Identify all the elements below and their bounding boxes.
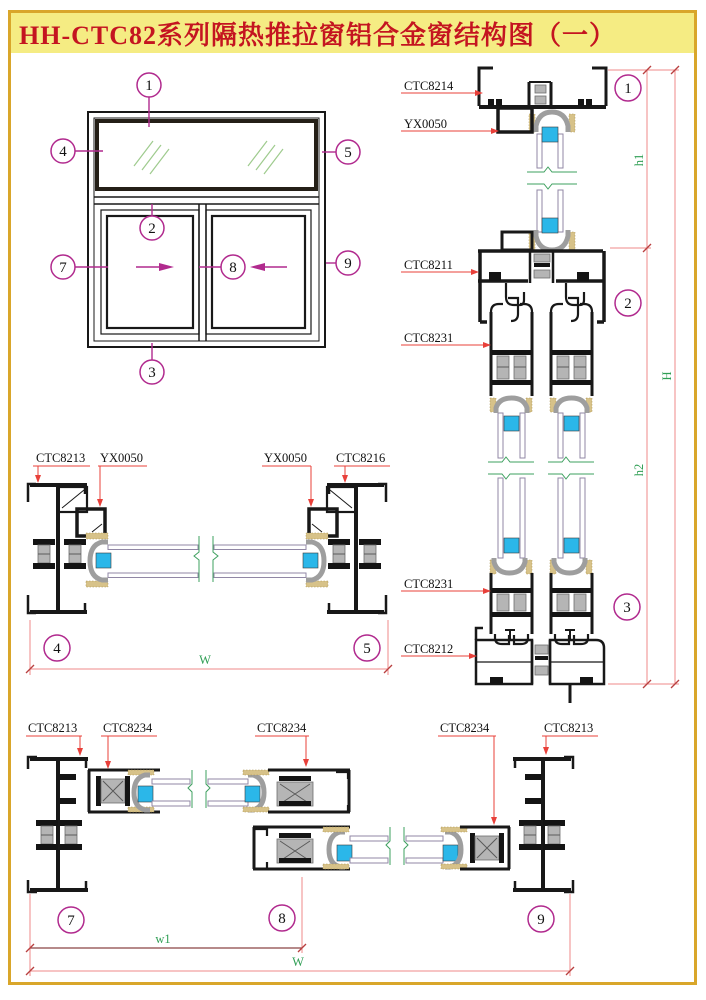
transom-profile [478,251,604,322]
marker-elevation-9 [336,251,360,275]
sash1-section [88,770,350,812]
vertical-dimensions [608,66,679,688]
svg-text:2: 2 [148,221,156,237]
svg-text:5: 5 [344,145,352,161]
marker-elevation-2 [140,216,164,240]
svg-text:7: 7 [67,913,75,929]
marker-elevation-7 [51,255,75,279]
svg-text:1: 1 [145,78,153,94]
dim-label-h1: h1 [632,153,646,167]
svg-text:2: 2 [624,296,632,312]
bottom-horizontal-section-view [26,721,598,976]
svg-text:9: 9 [537,912,545,928]
marker-section-3 [614,594,640,620]
marker-elevation-5 [336,140,360,164]
mid-section-dimension [26,620,392,675]
svg-text:1: 1 [624,81,632,97]
svg-text:4: 4 [59,144,67,160]
part-label-yx0050-right: YX0050 [264,451,308,465]
svg-text:4: 4 [53,641,61,657]
svg-text:9: 9 [344,256,352,272]
marker-section-1 [615,75,641,101]
marker-section-4 [44,635,70,661]
elevation-view [51,73,360,384]
svg-text:5: 5 [363,641,371,657]
part-label-ctc8216: CTC8216 [336,451,386,465]
part-label-ctc8234-b: CTC8234 [257,721,307,735]
dim-label-H: H [660,371,674,381]
vertical-section-labels [401,79,499,659]
dim-label-h2: h2 [632,463,646,477]
dim-label-W-bottom: W [292,955,304,969]
part-label-ctc8213-bl: CTC8213 [28,721,78,735]
part-label-yx0050: YX0050 [404,117,448,131]
svg-text:3: 3 [623,600,631,616]
part-label-ctc8234-a: CTC8234 [103,721,153,735]
vertical-section-view [401,66,679,703]
marker-elevation-4 [51,139,75,163]
svg-text:8: 8 [278,911,286,927]
dim-label-w1: w1 [155,932,171,946]
part-label-ctc8214: CTC8214 [404,79,454,93]
marker-elevation-8 [221,255,245,279]
sash2-section [253,827,510,869]
svg-text:7: 7 [59,260,67,276]
marker-section-9 [528,906,554,932]
part-label-ctc8212: CTC8212 [404,642,454,656]
mid-horizontal-section-view [26,451,392,675]
marker-section-2 [615,290,641,316]
marker-elevation-1 [137,73,161,97]
marker-section-7 [58,907,84,933]
marker-section-5 [354,635,380,661]
marker-section-8 [269,905,295,931]
part-label-ctc8213-mid: CTC8213 [36,451,86,465]
svg-text:3: 3 [148,365,156,381]
bottom-section-labels [26,721,598,825]
part-label-yx0050-left: YX0050 [100,451,144,465]
sheet-title: HH-CTC82系列隔热推拉窗铝合金窗结构图（一） [19,20,617,50]
marker-elevation-3 [140,360,164,384]
dim-label-W-mid: W [199,653,211,667]
sill-profile [476,628,604,703]
part-label-ctc8231-top: CTC8231 [404,331,454,345]
svg-text:8: 8 [229,260,237,276]
part-label-ctc8213-br: CTC8213 [544,721,594,735]
part-label-ctc8231-bottom: CTC8231 [404,577,454,591]
bottom-section-dimensions [26,877,574,976]
glass-hatch [134,141,283,174]
part-label-ctc8211: CTC8211 [404,258,453,272]
fixed-glass-bead [97,121,316,189]
head-frame-profile [479,68,606,132]
part-label-ctc8234-c: CTC8234 [440,721,490,735]
